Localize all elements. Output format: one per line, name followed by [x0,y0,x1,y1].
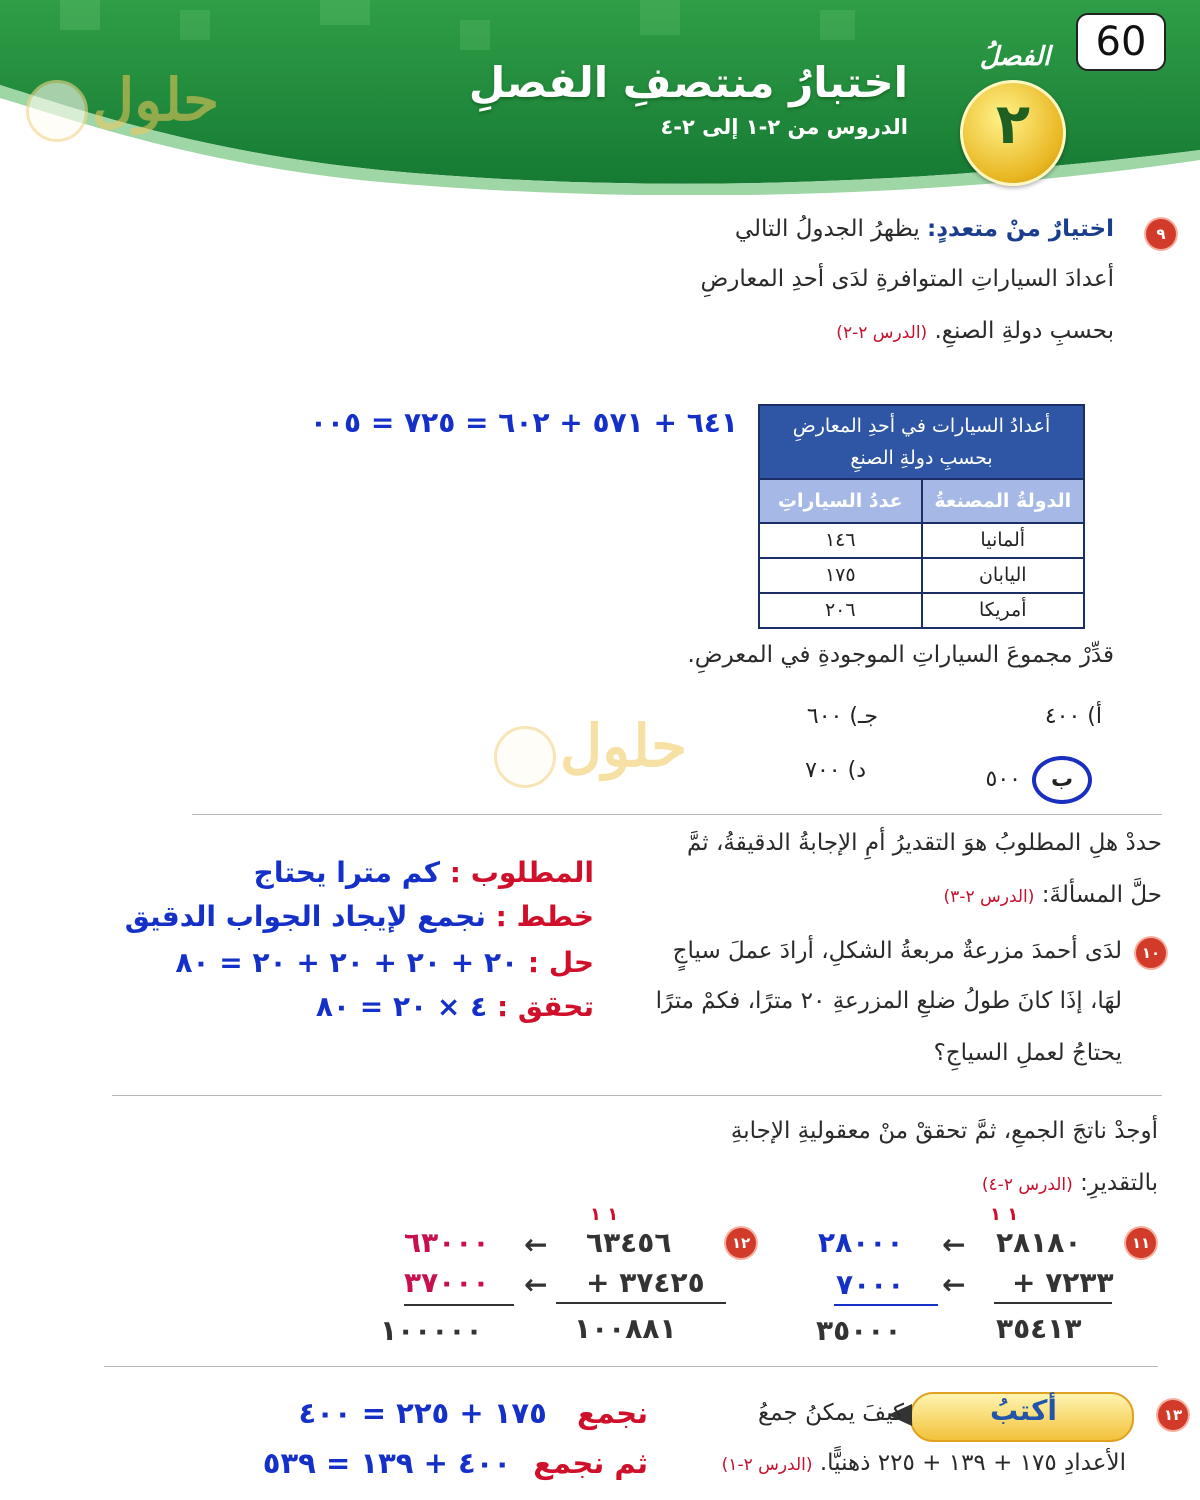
solve-text: ٢٠ + ٢٠ + ٢٠ + ٢٠ = ٨٠ [175,946,519,979]
q10-solve [175,946,594,979]
q9-text1: يظهرُ الجدولُ التالي [734,216,920,242]
chapter-number: ٢ [995,92,1031,157]
q11-sum-line [994,1302,1112,1304]
q10-check [316,990,594,1023]
table-header [760,478,1083,522]
q10-required [254,856,594,889]
arrow-icon: ← [942,1268,968,1301]
q9-label: اختيارٌ منْ متعددٍ: [927,216,1114,242]
required-text: كم مترا يحتاج [253,856,441,889]
q13-lesson-ref: (الدرس ٢-١) [721,1455,813,1475]
header-count: عددُ السياراتِ [777,490,903,512]
q13-line1: كيفَ يمكنُ جمعُ [758,1400,904,1426]
table-row [760,557,1083,592]
q12-estimate-sum: ١٠٠٠٠٠ [380,1314,483,1347]
option-b[interactable] [986,756,1092,804]
cell-country: اليابان [921,559,1084,592]
option-b-value: ٥٠٠ [985,767,1021,792]
header-country: الدولةُ المصنعةُ [921,480,1084,522]
arrow-icon: ← [524,1268,550,1301]
divider [112,1095,1162,1096]
page-number: 60 [1076,13,1166,71]
check-text: ٤ × ٢٠ = ٨٠ [315,990,488,1023]
q10-plan [125,900,594,933]
q9-text3: بحسبِ دولةِ الصنعِ. [934,318,1114,344]
section2-instruction: حددْ هلِ المطلوبُ هوَ التقديرُ أمِ الإجابةُ الدقيقةُ، ثمَّ [686,830,1162,856]
table-row [760,592,1083,627]
ans2-label: ثم نجمع [533,1446,648,1480]
question-number-9: ٩ [1146,219,1176,249]
arrow-icon: ← [524,1228,550,1261]
q12-sum: ١٠٠٨٨١ [574,1312,677,1345]
q10-line3: يحتاجُ لعملِ السياجِ؟ [933,1040,1122,1066]
cell-count: ١٤٦ [824,529,856,551]
q12-addend1: ٦٣٤٥٦ [586,1226,672,1259]
watermark: حلول [92,66,220,134]
q10-line1: لدَى أحمدَ مزرعةٌ مربعةُ الشكلِ، أرادَ عملَ سياجٍ [672,938,1122,964]
ans1-label: نجمع [576,1396,648,1430]
ans2-text: ٤٠٠ + ١٣٩ = ٥٣٩ [262,1446,512,1480]
q11-estimate2: ٧٠٠٠ [836,1268,905,1301]
cell-count: ٢٠٦ [824,599,856,621]
q13-line2 [722,1450,1126,1476]
q13-text2: الأعدادِ ١٧٥ + ١٣٩ + ٢٢٥ ذهنيًّا. [819,1450,1126,1476]
option-d[interactable]: د) ٧٠٠ [805,758,866,783]
table-title: أعدادُ السيارات في أحدِ المعارضِ بحسبِ دولةِ الصنعِ [760,406,1083,478]
page-title: اختبارُ منتصفِ الفصلِ [468,58,908,107]
divider [192,814,1162,815]
q9-line2: أعدادَ السياراتِ المتوافرةِ لدَى أحدِ المعارضِ [700,266,1114,292]
plan-text: نجمع لإيجاد الجواب الدقيق [124,900,486,933]
write-badge: أكتبُ [990,1394,1057,1427]
q13-answer1 [299,1396,648,1430]
q9-answer-text: ١٤٦ + ١٧٥ + ٢٠٦ = ٥٢٧ = ٥٠٠ [309,406,738,439]
q11-estimate1: ٢٨٠٠٠ [818,1226,904,1259]
option-b-letter: ب [1032,756,1092,804]
solve-label: حل : [527,946,594,979]
q12-estimate1: ٦٣٠٠٠ [404,1226,490,1259]
q11-sum: ٣٥٤١٣ [996,1312,1082,1345]
section3-lesson-ref: (الدرس ٢-٤) [981,1175,1073,1195]
cars-table [758,404,1085,629]
page-subtitle: الدروس من ٢-١ إلى ٢-٤ [660,115,908,139]
watermark-logo-icon [26,80,88,142]
q11-addend2: + ٧٢٣٣ [1012,1266,1114,1299]
section2-text2: حلَّ المسألةَ: [1041,882,1162,908]
question-number-13: ١٣ [1158,1400,1188,1430]
q12-addend2: + ٣٧٤٢٥ [586,1266,705,1299]
required-label: المطلوب : [449,856,594,889]
arrow-icon: ← [942,1228,968,1261]
question-number-10: ١٠ [1136,938,1166,968]
q11-estimate-sum: ٣٥٠٠٠ [816,1314,902,1347]
option-c[interactable]: جـ) ٦٠٠ [806,704,878,729]
section2-instruction2 [944,882,1162,908]
divider [104,1366,1158,1367]
section3-instruction2 [982,1170,1158,1196]
section2-lesson-ref: (الدرس ٢-٣) [943,887,1035,907]
watermark-logo-icon [494,726,556,788]
cell-country: ألمانيا [921,524,1084,557]
ans1-text: ١٧٥ + ٢٢٥ = ٤٠٠ [298,1396,547,1430]
q11-estimate-line [834,1304,938,1306]
q9-prompt: قدِّرْ مجموعَ السياراتِ الموجودةِ في المعرضِ. [687,642,1114,668]
q12-sum-line [556,1302,726,1304]
section3-text2: بالتقديرِ: [1080,1170,1158,1196]
q11-carries: ١ ١ [990,1204,1019,1225]
question-number-11: ١١ [1126,1228,1156,1258]
chapter-label: الفصلُ [979,42,1051,72]
q9-line3 [836,318,1114,344]
q9-line1 [735,216,1114,242]
q12-carries: ١ ١ [590,1204,619,1225]
cell-count: ١٧٥ [824,564,856,586]
table-row [760,522,1083,557]
q13-answer2 [263,1446,648,1480]
plan-label: خطط : [495,900,594,933]
watermark: حلول [560,712,688,780]
check-label: تحقق : [496,990,594,1023]
q12-estimate2: ٣٧٠٠٠ [404,1266,490,1299]
q9-lesson-ref: (الدرس ٢-٢) [836,323,928,343]
question-number-12: ١٢ [726,1228,756,1258]
option-a[interactable]: أ) ٤٠٠ [1044,704,1102,729]
q9-answer-work [310,406,738,439]
q10-line2: لهَا، إذَا كانَ طولُ ضلعِ المزرعةِ ٢٠ مترًا، فكمْ مترًا [655,988,1122,1014]
q11-addend1: ٢٨١٨٠ [996,1226,1082,1259]
q12-estimate-line [404,1304,514,1306]
cell-country: أمريكا [921,594,1084,627]
section3-instruction: أوجدْ ناتجَ الجمعِ، ثمَّ تحققْ منْ معقوليةِ الإجابةِ [730,1118,1158,1144]
